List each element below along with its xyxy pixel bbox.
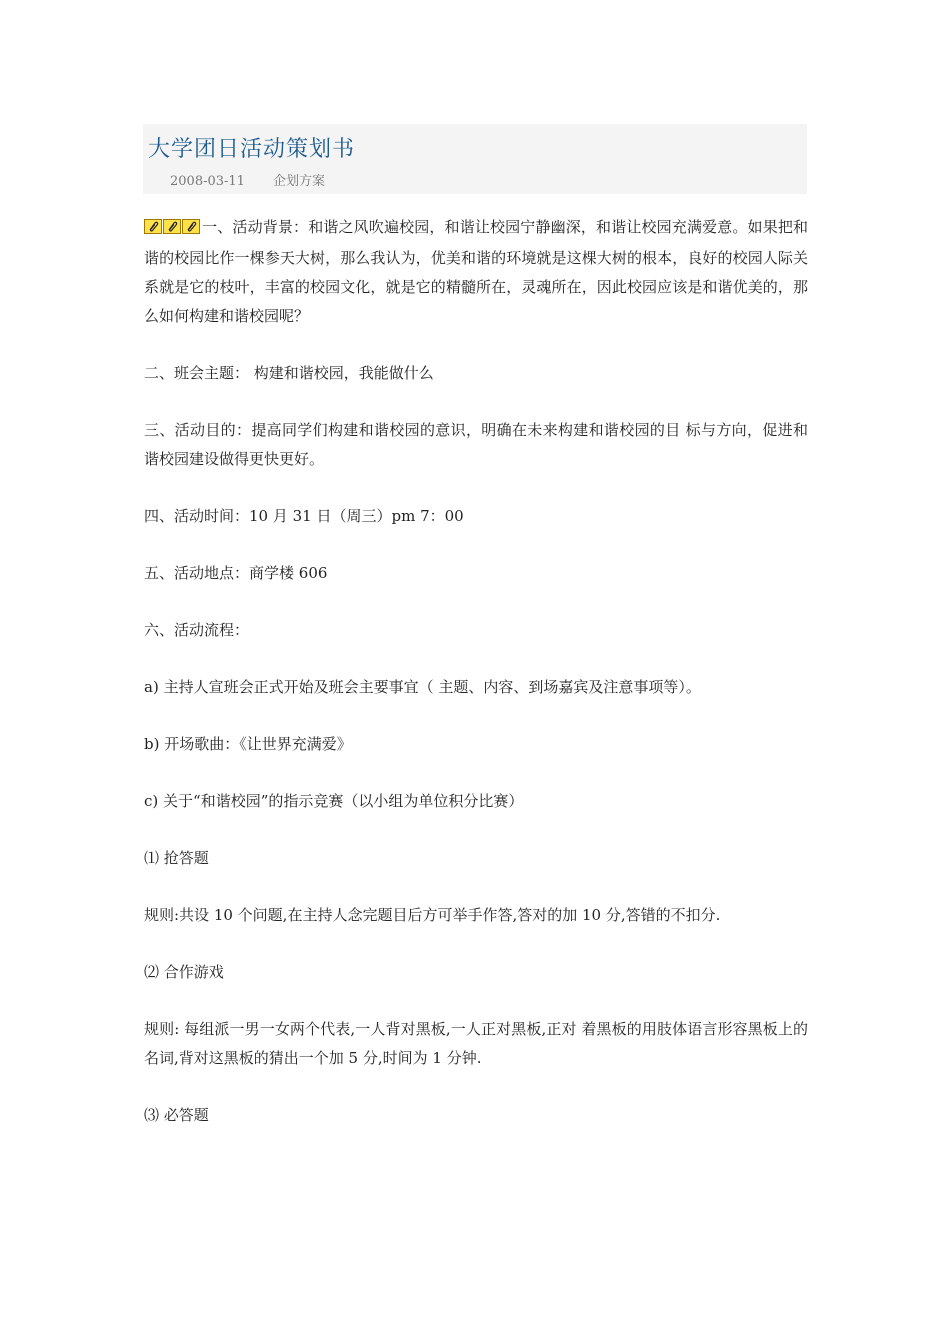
icon-strip	[144, 215, 201, 244]
category-label[interactable]: 企划方案	[272, 174, 325, 189]
paragraph-purpose: 三、活动目的：提高同学们构建和谐校园的意识，明确在未来构建和谐校园的目 标与方向，促进和谐校园建设做得更快更好。	[144, 421, 808, 468]
paperclip-icon	[144, 219, 162, 234]
list-item-a: a) 主持人宣班会正式开始及班会主要事宜（ 主题、内容、到场嘉宾及注意事项等）。	[144, 678, 701, 696]
paragraph-background	[144, 213, 808, 331]
sub-item-2: ⑵ 合作游戏	[144, 963, 224, 981]
article-header	[143, 124, 807, 194]
paragraph-location: 五、活动地点：商学楼 606	[144, 564, 328, 582]
paragraph-process-heading: 六、活动流程：	[144, 621, 250, 639]
page-title: 大学团日活动策划书	[148, 137, 356, 162]
publish-date: 2008-03-11	[170, 174, 245, 189]
list-item-b: b) 开场歌曲：《让世界充满爱》	[144, 735, 352, 753]
rule-1: 规则:共设 10 个问题,在主持人念完题目后方可举手作答,答对的加 10 分,答错的不扣分.	[144, 906, 721, 924]
sub-item-3: ⑶ 必答题	[144, 1106, 209, 1124]
paperclip-icon	[163, 219, 181, 234]
article-meta	[170, 170, 325, 189]
paragraph-time: 四、活动时间：10 月 31 日（周三）pm 7：00	[144, 507, 464, 525]
list-item-c: c) 关于“和谐校园”的指示竞赛（以小组为单位积分比赛）	[144, 792, 524, 810]
sub-item-1: ⑴ 抢答题	[144, 849, 209, 867]
article-body	[144, 213, 808, 1130]
paragraph-theme: 二、班会主题： 构建和谐校园，我能做什么	[144, 364, 434, 382]
background-text: 一、活动背景：和谐之风吹遍校园，和谐让校园宁静幽深，和谐让校园充满爱意。如果把和谐的校园比作一棵参天大树，那么我认为，优美和谐的环境就是这棵大树的根本，良好的校园人际关系就是它的枝叶，丰富的校园文化，就是它的精髓所在，灵魂所在，因此校园应该是和谐优美的，那么如何构建和谐校园呢？	[144, 218, 808, 325]
rule-2: 规则: 每组派一男一女两个代表,一人背对黑板,一人正对黑板,正对 着黑板的用肢体语言形容黑板上的名词,背对这黑板的猜出一个加 5 分,时间为 1 分钟.	[144, 1020, 808, 1067]
paperclip-icon	[182, 219, 200, 234]
